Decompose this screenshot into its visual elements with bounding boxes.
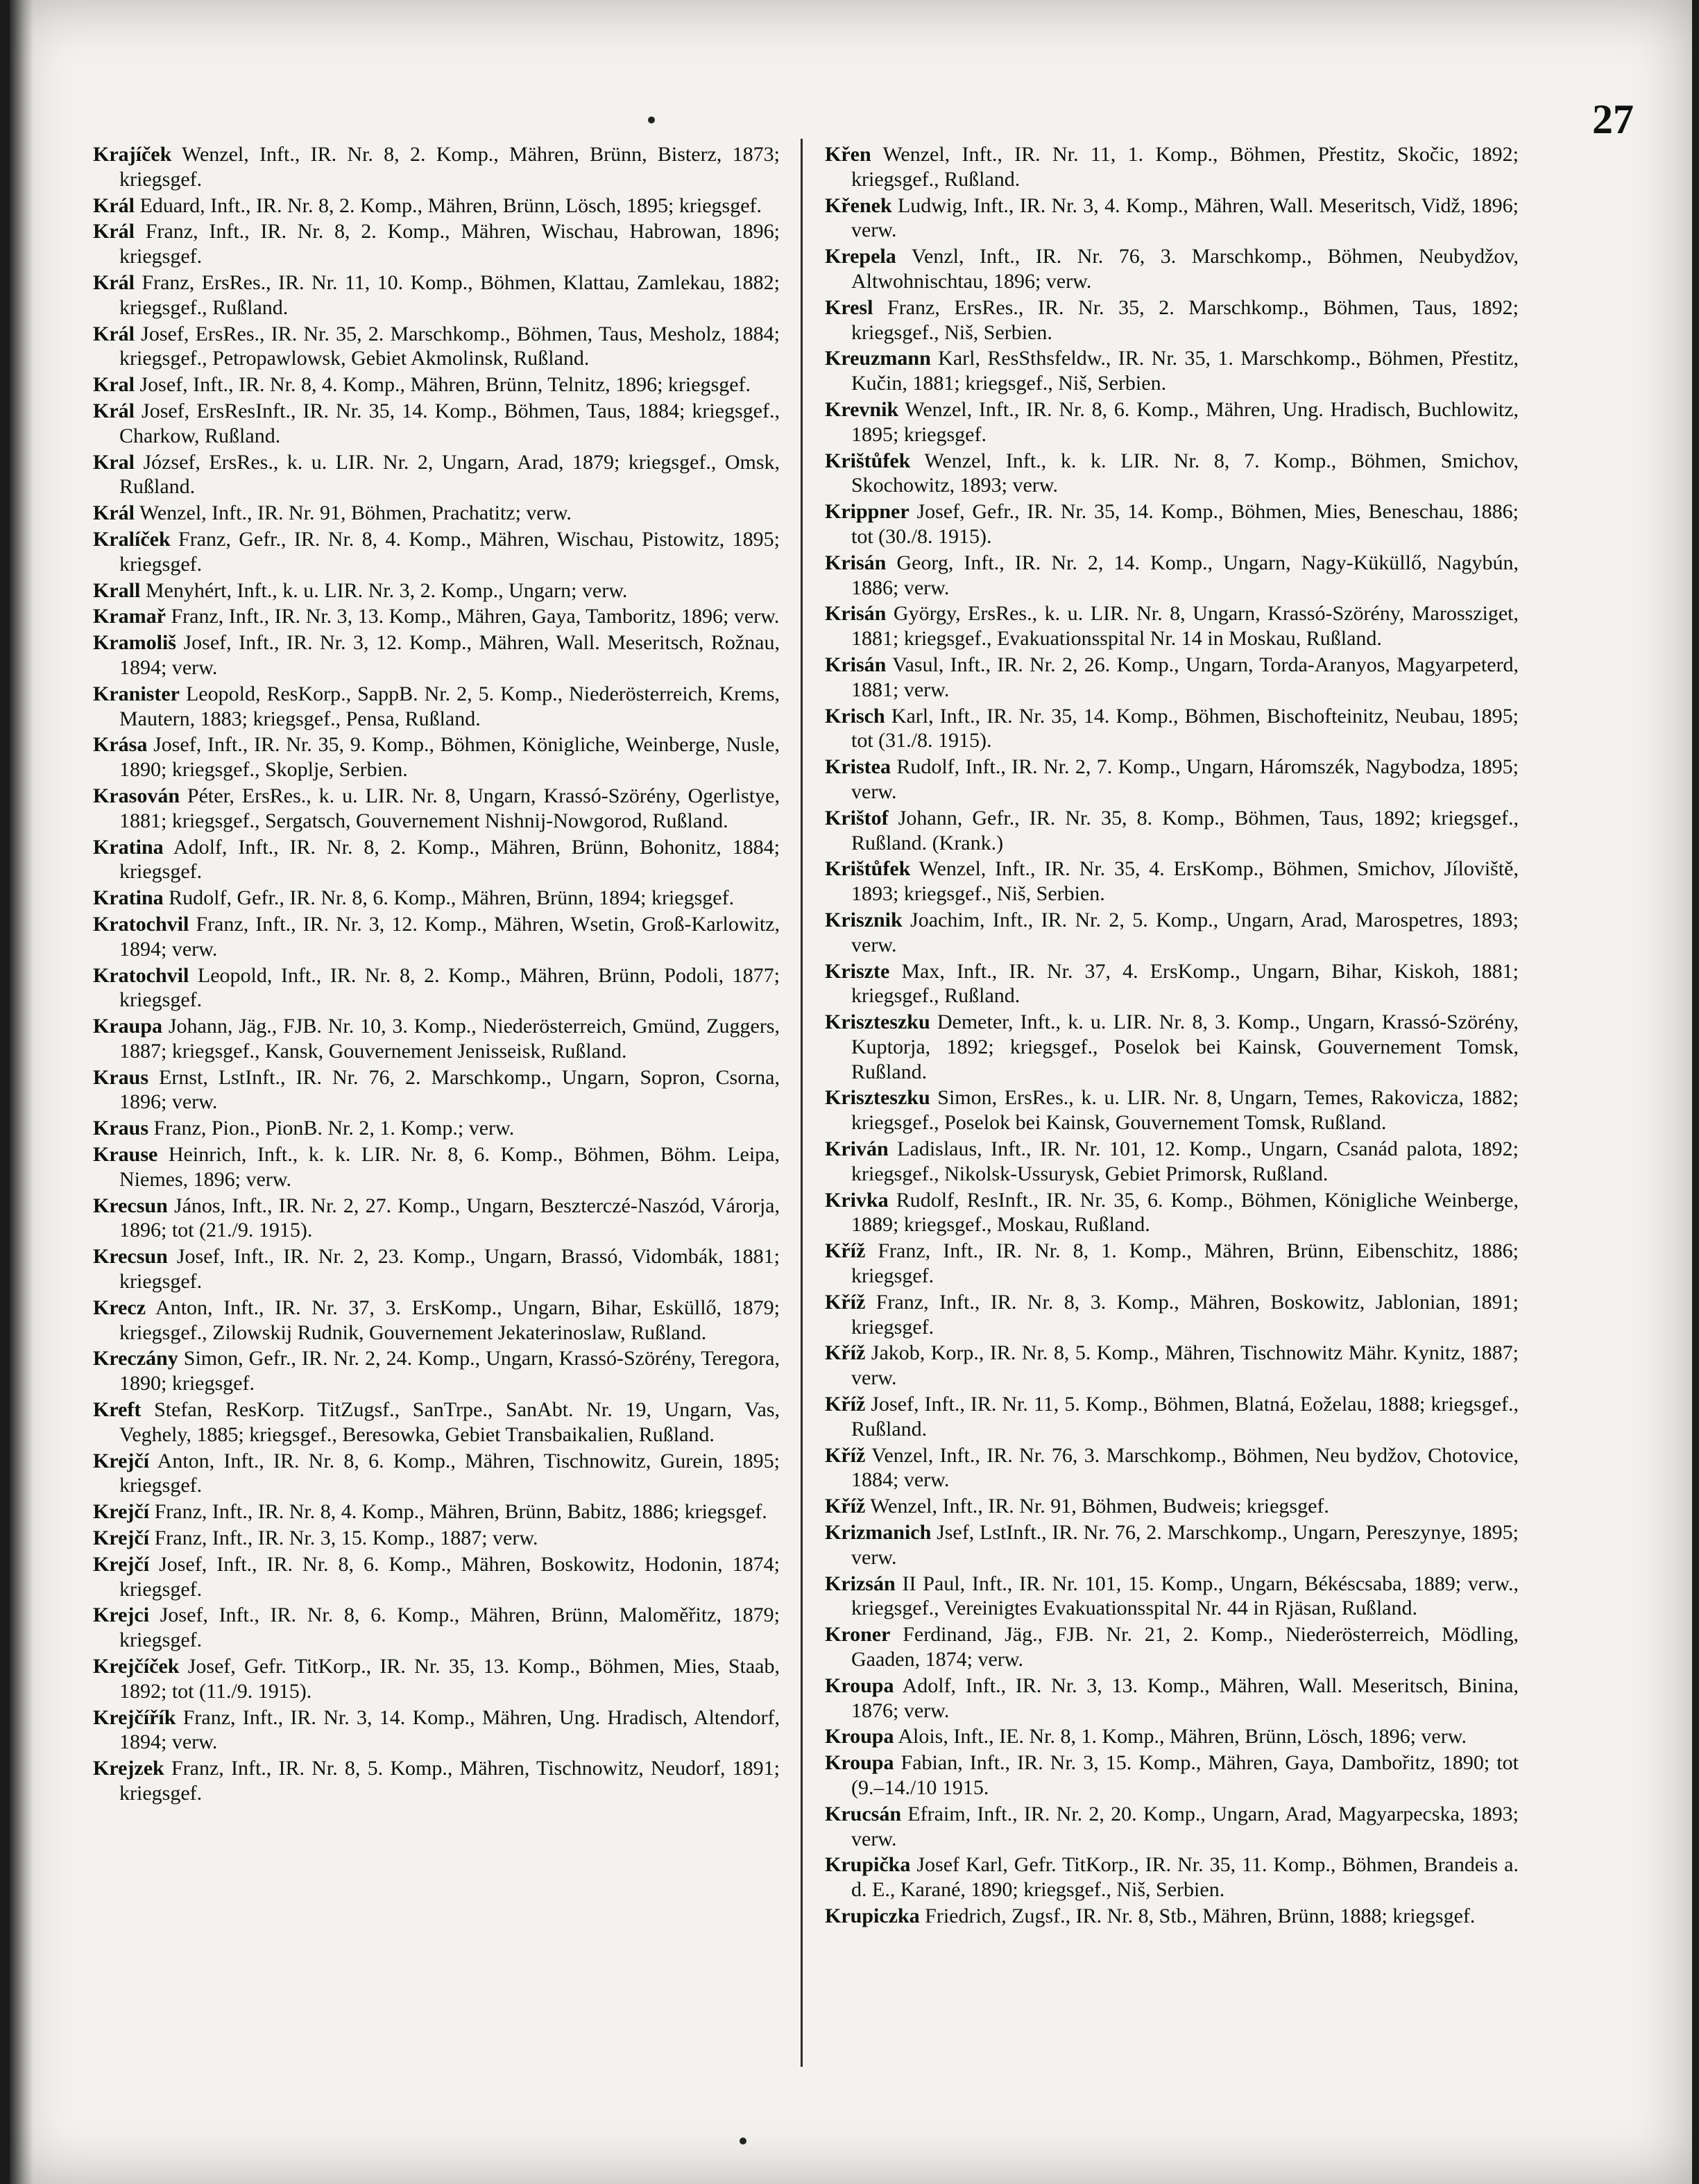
entry-details: Franz, Inft., IR. Nr. 8, 4. Komp., Mähren, Brünn, Babitz, 1886; kriegsgef.: [149, 1500, 767, 1524]
register-entry: [93, 399, 780, 449]
entry-details: Franz, Inft., IR. Nr. 8, 2. Komp., Mähren, Wischau, Habrowan, 1896; kriegsgef.: [119, 220, 780, 268]
entry-surname: Kříž: [825, 1443, 866, 1467]
register-entry: [825, 601, 1519, 651]
entry-surname: Kriszte: [825, 959, 890, 983]
entry-surname: Kriszteszku: [825, 1086, 930, 1110]
register-entry: [825, 857, 1519, 906]
register-entry: [93, 1065, 780, 1115]
entry-details: Josef, Gefr. TitKorp., IR. Nr. 35, 13. Komp., Böhmen, Mies, Staab, 1892; tot (11./9. 1915).: [119, 1655, 780, 1703]
register-entry: [825, 1520, 1519, 1570]
entry-details: Josef Karl, Gefr. TitKorp., IR. Nr. 35, 11. Komp., Böhmen, Brandeis a. d. E., Karané, 1890; kriegsgef., Niš, Serbien.: [851, 1853, 1519, 1902]
entry-details: Rudolf, Gefr., IR. Nr. 8, 6. Komp., Mähren, Brünn, 1894; kriegsgef.: [163, 886, 735, 910]
register-entry: [825, 959, 1519, 1009]
entry-surname: Krisán: [825, 602, 887, 626]
entry-surname: Krisznik: [825, 908, 903, 931]
entry-details: Franz, Inft., IR. Nr. 3, 14. Komp., Mähren, Ung. Hradisch, Altendorf, 1894; verw.: [119, 1705, 780, 1754]
right-column: [825, 142, 1519, 1930]
entry-surname: Krecsun: [93, 1194, 168, 1217]
entry-details: János, Inft., IR. Nr. 2, 27. Komp., Ungarn, Beszterczé-Naszód, Várorja, 1896; tot (21./9. 1915).: [119, 1194, 780, 1242]
register-entry: [825, 1137, 1519, 1187]
register-entry: [93, 1654, 780, 1704]
register-entry: [825, 449, 1519, 499]
register-entry: [825, 1904, 1519, 1929]
entry-details: Friedrich, Zugsf., IR. Nr. 8, Stb., Mähren, Brünn, 1888; kriegsgef.: [919, 1904, 1476, 1927]
register-entry: [93, 886, 780, 911]
register-entry: [93, 1449, 780, 1499]
register-entry: [93, 1499, 780, 1524]
entry-details: Josef, Inft., IR. Nr. 8, 4. Komp., Mähren, Brünn, Telnitz, 1896; kriegsgef.: [135, 373, 751, 397]
entry-surname: Kralíček: [93, 527, 171, 551]
register-entry: [93, 527, 780, 577]
register-entry: [825, 1239, 1519, 1289]
entry-details: Wenzel, Inft., IR. Nr. 91, Böhmen, Budweis; kriegsgef.: [865, 1495, 1329, 1518]
register-entry: [93, 1526, 780, 1551]
entry-details: Franz, Inft., IR. Nr. 3, 13. Komp., Mähren, Gaya, Tamboritz, 1896; verw.: [165, 605, 780, 628]
entry-surname: Kroupa: [825, 1725, 894, 1748]
entry-details: Ernst, LstInft., IR. Nr. 76, 2. Marschkomp., Ungarn, Sopron, Csorna, 1896; verw.: [119, 1065, 780, 1114]
register-entry: [93, 450, 780, 500]
entry-details: Wenzel, Inft., IR. Nr. 11, 1. Komp., Böhmen, Přestitz, Skočic, 1892; kriegsgef., Rußland.: [851, 143, 1519, 191]
register-entry: [825, 499, 1519, 549]
entry-details: Ladislaus, Inft., IR. Nr. 101, 12. Komp., Ungarn, Csanád palota, 1892; kriegsgef., Nikolsk-Ussurysk, Gebiet Primorsk, Rußland.: [851, 1137, 1519, 1185]
register-entry: [93, 1398, 780, 1447]
page-number: 27: [1592, 96, 1634, 142]
entry-details: Jakob, Korp., IR. Nr. 8, 5. Komp., Mähren, Tischnowitz Mähr. Kynitz, 1887; verw.: [851, 1341, 1519, 1390]
entry-surname: Kresl: [825, 295, 873, 319]
entry-details: Josef, ErsResInft., IR. Nr. 35, 14. Komp., Böhmen, Taus, 1884; kriegsgef., Charkow, Rußland.: [119, 399, 780, 447]
register-entry: [93, 1756, 780, 1806]
register-entry: [93, 219, 780, 269]
register-entry: [825, 194, 1519, 243]
register-entry: [93, 501, 780, 526]
entry-surname: Krisán: [825, 653, 887, 676]
entry-surname: Krištůfek: [825, 857, 911, 881]
register-entry: [825, 1674, 1519, 1723]
entry-surname: Krizmanich: [825, 1521, 932, 1545]
entry-details: Franz, ErsRes., IR. Nr. 11, 10. Komp., Böhmen, Klattau, Zamlekau, 1882; kriegsgef., Rußland.: [119, 270, 780, 319]
entry-details: Karl, Inft., IR. Nr. 35, 14. Komp., Böhmen, Bischofteinitz, Neubau, 1895; tot (31./8. 1915).: [851, 704, 1519, 753]
register-entry: [93, 1116, 780, 1141]
entry-surname: Král: [93, 322, 135, 345]
entry-surname: Kramoliš: [93, 631, 176, 655]
entry-surname: Krejčí: [93, 1449, 150, 1472]
entry-surname: Krejčí: [93, 1527, 150, 1550]
register-entry: [93, 372, 780, 397]
register-entry: [93, 322, 780, 372]
entry-surname: Krása: [93, 733, 148, 757]
entry-surname: Kratochvil: [93, 963, 189, 987]
register-entry: [825, 1852, 1519, 1902]
entry-surname: Kriván: [825, 1137, 889, 1161]
entry-surname: Kriszteszku: [825, 1011, 930, 1034]
left-column: [93, 142, 780, 1807]
register-entry: [825, 1341, 1519, 1391]
entry-details: Anton, Inft., IR. Nr. 37, 3. ErsKomp., Ungarn, Bihar, Esküllő, 1879; kriegsgef., Zilowskij Rudnik, Gouvernement Jekaterinoslaw, Rußland.: [119, 1296, 780, 1344]
entry-surname: Krištof: [825, 806, 889, 829]
entry-details: Ludwig, Inft., IR. Nr. 3, 4. Komp., Mähren, Wall. Meseritsch, Vidž, 1896; verw.: [851, 194, 1519, 242]
register-entry: [93, 630, 780, 680]
entry-surname: Krecsun: [93, 1245, 168, 1269]
entry-surname: Krupička: [825, 1853, 911, 1877]
entry-details: Josef, Inft., IR. Nr. 8, 6. Komp., Mähren, Boskowitz, Hodonin, 1874; kriegsgef.: [119, 1552, 780, 1601]
register-entry: [825, 704, 1519, 754]
entry-details: József, ErsRes., k. u. LIR. Nr. 2, Ungarn, Arad, 1879; kriegsgef., Omsk, Rußland.: [119, 450, 780, 499]
register-entry: [93, 732, 780, 782]
entry-surname: Křenek: [825, 194, 892, 217]
entry-surname: Krajíček: [93, 143, 172, 166]
entry-details: Franz, Inft., IR. Nr. 3, 12. Komp., Mähren, Wsetin, Groß-Karlowitz, 1894; verw.: [119, 912, 780, 961]
entry-details: Demeter, Inft., k. u. LIR. Nr. 8, 3. Komp., Ungarn, Krassó-Szörény, Kuptorja, 1892; kriegsgef., Poselok bei Kainsk, Gouvernement Tomsk, Rußland.: [851, 1011, 1519, 1083]
entry-details: Heinrich, Inft., k. k. LIR. Nr. 8, 6. Komp., Böhmen, Böhm. Leipa, Niemes, 1896; verw.: [119, 1143, 780, 1191]
entry-surname: Kříž: [825, 1341, 866, 1365]
entry-surname: Krepela: [825, 245, 896, 268]
entry-surname: Křen: [825, 143, 871, 166]
entry-details: Wenzel, Inft., IR. Nr. 91, Böhmen, Prachatitz; verw.: [135, 501, 572, 525]
entry-details: Max, Inft., IR. Nr. 37, 4. ErsKomp., Ungarn, Bihar, Kiskoh, 1881; kriegsgef., Rußland.: [851, 959, 1519, 1008]
register-entry: [825, 1085, 1519, 1135]
entry-details: Leopold, ResKorp., SappB. Nr. 2, 5. Komp., Niederösterreich, Krems, Mautern, 1883; kriegsgef., Pensa, Rußland.: [119, 682, 780, 730]
entry-surname: Kreuzmann: [825, 347, 931, 370]
entry-surname: Krupiczka: [825, 1904, 920, 1927]
entry-surname: Krištůfek: [825, 449, 911, 472]
register-entry: [825, 244, 1519, 294]
entry-surname: Krizsán: [825, 1572, 896, 1595]
register-entry: [93, 835, 780, 885]
register-entry: [825, 908, 1519, 958]
entry-surname: Krucsán: [825, 1802, 902, 1825]
entry-surname: Kranister: [93, 682, 180, 705]
register-entry: [825, 1572, 1519, 1622]
entry-surname: Kreft: [93, 1398, 142, 1422]
register-entry: [93, 963, 780, 1013]
entry-surname: Kříž: [825, 1393, 866, 1416]
entry-surname: Krejčí: [93, 1500, 150, 1524]
entry-details: Franz, Inft., IR. Nr. 8, 1. Komp., Mähren, Brünn, Eibenschitz, 1886; kriegsgef.: [851, 1239, 1519, 1288]
register-entry: [93, 578, 780, 603]
book-spine-shadow: [10, 0, 33, 2184]
entry-surname: Krall: [93, 578, 141, 602]
entry-details: Wenzel, Inft., IR. Nr. 8, 2. Komp., Mähren, Brünn, Bisterz, 1873; kriegsgef.: [119, 143, 780, 191]
entry-details: Stefan, ResKorp. TitZugsf., SanTrpe., SanAbt. Nr. 19, Ungarn, Vas, Veghely, 1885; kriegsgef., Beresowka, Gebiet Transbaikalien, Rußland.: [119, 1398, 780, 1446]
entry-surname: Kraupa: [93, 1015, 163, 1038]
entry-details: Venzl, Inft., IR. Nr. 76, 3. Marschkomp., Böhmen, Neubydžov, Altwohnischtau, 1896; verw.: [851, 245, 1519, 293]
entry-surname: Kroupa: [825, 1674, 894, 1697]
entry-surname: Kreczány: [93, 1347, 178, 1370]
register-entry: [825, 1188, 1519, 1238]
entry-details: Alois, Inft., IE. Nr. 8, 1. Komp., Mähren, Brünn, Lösch, 1896; verw.: [894, 1725, 1467, 1748]
entry-surname: Kramař: [93, 605, 166, 628]
entry-details: Franz, Inft., IR. Nr. 3, 15. Komp., 1887; verw.: [149, 1527, 538, 1550]
entry-details: Ferdinand, Jäg., FJB. Nr. 21, 2. Komp., Niederösterreich, Mödling, Gaaden, 1874; verw.: [851, 1623, 1519, 1671]
entry-surname: Krejčí: [93, 1552, 150, 1576]
register-entry: [93, 1603, 780, 1653]
entry-surname: Král: [93, 501, 135, 525]
register-entry: [93, 604, 780, 629]
register-entry: [825, 653, 1519, 703]
entry-details: II Paul, Inft., IR. Nr. 101, 15. Komp., Ungarn, Békéscsaba, 1889; verw., kriegsgef., Vereinigtes Evakuationsspital Nr. 44 in Rjäsan, Rußland.: [851, 1572, 1519, 1620]
entry-details: Eduard, Inft., IR. Nr. 8, 2. Komp., Mähren, Brünn, Lösch, 1895; kriegsgef.: [135, 194, 762, 217]
register-entry: [825, 1724, 1519, 1749]
register-entry: [825, 1010, 1519, 1084]
entry-details: Josef, Inft., IR. Nr. 8, 6. Komp., Mähren, Brünn, Maloměřitz, 1879; kriegsgef.: [119, 1603, 780, 1652]
entry-details: Franz, Inft., IR. Nr. 8, 5. Komp., Mähren, Tischnowitz, Neudorf, 1891; kriegsgef.: [119, 1757, 780, 1805]
entry-surname: Kratochvil: [93, 912, 189, 936]
entry-details: Menyhért, Inft., k. u. LIR. Nr. 3, 2. Komp., Ungarn; verw.: [140, 578, 628, 602]
entry-surname: Krisán: [825, 551, 887, 574]
entry-surname: Krevnik: [825, 397, 899, 421]
entry-details: György, ErsRes., k. u. LIR. Nr. 8, Ungarn, Krassó-Szörény, Marossziget, 1881; kriegsgef., Evakuationsspital Nr. 14 in Moskau, Rußland.: [851, 602, 1519, 651]
register-entry: [93, 1194, 780, 1244]
entry-surname: Král: [93, 220, 135, 243]
entry-surname: Kraus: [93, 1117, 149, 1140]
book-page: [10, 0, 1692, 2184]
entry-details: Franz, Pion., PionB. Nr. 2, 1. Komp.; verw.: [148, 1117, 515, 1140]
register-entry: [825, 1622, 1519, 1672]
entry-details: Anton, Inft., IR. Nr. 8, 6. Komp., Mähren, Tischnowitz, Gurein, 1895; kriegsgef.: [119, 1449, 780, 1497]
register-entry: [93, 1296, 780, 1345]
entry-details: Franz, ErsRes., IR. Nr. 35, 2. Marschkomp., Böhmen, Taus, 1892; kriegsgef., Niš, Serbien.: [851, 295, 1519, 344]
entry-surname: Kříž: [825, 1290, 866, 1314]
register-entry: [825, 346, 1519, 396]
entry-surname: Král: [93, 270, 135, 294]
register-entry: [825, 1392, 1519, 1442]
register-entry: [93, 1244, 780, 1294]
entry-surname: Kral: [93, 373, 135, 397]
entry-surname: Krejčířík: [93, 1705, 176, 1729]
entry-details: Wenzel, Inft., IR. Nr. 8, 6. Komp., Mähren, Ung. Hradisch, Buchlowitz, 1895; kriegsgef.: [851, 397, 1519, 446]
entry-surname: Krejci: [93, 1603, 150, 1627]
entry-details: Jsef, LstInft., IR. Nr. 76, 2. Marschkomp., Ungarn, Pereszynye, 1895; verw.: [851, 1521, 1519, 1569]
register-entry: [93, 784, 780, 834]
entry-surname: Krivka: [825, 1188, 889, 1212]
register-entry: [93, 1705, 780, 1755]
entry-surname: Krippner: [825, 500, 910, 524]
entry-details: Wenzel, Inft., IR. Nr. 35, 4. ErsKomp., Böhmen, Smichov, Jíloviště, 1893; kriegsgef., Niš, Serbien.: [851, 857, 1519, 906]
register-entry: [825, 1443, 1519, 1493]
entry-surname: Kraus: [93, 1065, 149, 1089]
register-entry: [93, 1014, 780, 1064]
entry-details: Rudolf, ResInft., IR. Nr. 35, 6. Komp., Böhmen, Königliche Weinberge, 1889; kriegsgef., Moskau, Rußland.: [851, 1188, 1519, 1237]
entry-surname: Krejzek: [93, 1757, 164, 1780]
entry-details: Josef, Inft., IR. Nr. 11, 5. Komp., Böhmen, Blatná, Eoželau, 1888; kriegsgef., Rußland.: [851, 1393, 1519, 1441]
register-entry: [825, 551, 1519, 601]
entry-details: Georg, Inft., IR. Nr. 2, 14. Komp., Ungarn, Nagy-Küküllő, Nagybún, 1886; verw.: [851, 551, 1519, 599]
entry-details: Josef, Gefr., IR. Nr. 35, 14. Komp., Böhmen, Mies, Beneschau, 1886; tot (30./8. 1915).: [851, 500, 1519, 548]
entry-details: Efraim, Inft., IR. Nr. 2, 20. Komp., Ungarn, Arad, Magyarpecska, 1893; verw.: [851, 1802, 1519, 1850]
register-entry: [825, 755, 1519, 805]
entry-surname: Krause: [93, 1143, 158, 1167]
entry-details: Johann, Jäg., FJB. Nr. 10, 3. Komp., Niederösterreich, Gmünd, Zuggers, 1887; kriegsgef., Kansk, Gouvernement Jenisseisk, Rußland.: [119, 1015, 780, 1063]
entry-surname: Král: [93, 194, 135, 217]
entry-surname: Kroner: [825, 1623, 891, 1646]
register-entry: [93, 194, 780, 218]
entry-surname: Krisch: [825, 704, 885, 728]
entry-surname: Kratina: [93, 886, 164, 910]
entry-details: Wenzel, Inft., k. k. LIR. Nr. 8, 7. Komp., Böhmen, Smichov, Skochowitz, 1893; verw.: [851, 449, 1519, 497]
entry-details: Simon, ErsRes., k. u. LIR. Nr. 8, Ungarn, Temes, Rakovicza, 1882; kriegsgef., Poselok bei Kainsk, Gouvernement Tomsk, Rußland.: [851, 1086, 1519, 1135]
entry-details: Péter, ErsRes., k. u. LIR. Nr. 8, Ungarn, Krassó-Szörény, Ogerlistye, 1881; kriegsgef., Sergatsch, Gouvernement Nishnij-Nowgorod, Rußland.: [119, 784, 780, 832]
entry-details: Venzel, Inft., IR. Nr. 76, 3. Marschkomp., Böhmen, Neu bydžov, Chotovice, 1884; verw.: [851, 1443, 1519, 1492]
register-entry: [825, 142, 1519, 192]
entry-details: Leopold, Inft., IR. Nr. 8, 2. Komp., Mähren, Brünn, Podoli, 1877; kriegsgef.: [119, 963, 780, 1012]
entry-details: Adolf, Inft., IR. Nr. 3, 13. Komp., Mähren, Wall. Meseritsch, Binina, 1876; verw.: [851, 1674, 1519, 1722]
entry-details: Fabian, Inft., IR. Nr. 3, 15. Komp., Mähren, Gaya, Dambořitz, 1890; tot (9.–14./10 1915.: [851, 1751, 1519, 1799]
entry-surname: Kříž: [825, 1495, 866, 1518]
register-entry: [825, 295, 1519, 345]
entry-details: Vasul, Inft., IR. Nr. 2, 26. Komp., Ungarn, Torda-Aranyos, Magyarpeterd, 1881; verw.: [851, 653, 1519, 701]
entry-surname: Krejčíček: [93, 1655, 180, 1678]
register-entry: [825, 1494, 1519, 1519]
entry-details: Rudolf, Inft., IR. Nr. 2, 7. Komp., Ungarn, Háromszék, Nagybodza, 1895; verw.: [851, 755, 1519, 803]
entry-surname: Krasován: [93, 784, 180, 807]
register-entry: [825, 1751, 1519, 1800]
entry-details: Adolf, Inft., IR. Nr. 8, 2. Komp., Mähren, Brünn, Bohonitz, 1884; kriegsgef.: [119, 835, 780, 884]
entry-surname: Kroupa: [825, 1751, 894, 1775]
entry-details: Joachim, Inft., IR. Nr. 2, 5. Komp., Ungarn, Arad, Marospetres, 1893; verw.: [851, 908, 1519, 956]
register-entry: [93, 142, 780, 192]
register-entry: [825, 806, 1519, 856]
register-entry: [93, 912, 780, 962]
print-speck: [648, 117, 655, 123]
entry-details: Josef, Inft., IR. Nr. 3, 12. Komp., Mähren, Wall. Meseritsch, Rožnau, 1894; verw.: [119, 631, 780, 679]
entry-details: Franz, Gefr., IR. Nr. 8, 4. Komp., Mähren, Wischau, Pistowitz, 1895; kriegsgef.: [119, 527, 780, 576]
register-entry: [825, 397, 1519, 447]
entry-surname: Kristea: [825, 755, 891, 779]
register-entry: [93, 1552, 780, 1602]
entry-details: Simon, Gefr., IR. Nr. 2, 24. Komp., Ungarn, Krassó-Szörény, Teregora, 1890; kriegsgef.: [119, 1347, 780, 1395]
entry-details: Karl, ResSthsfeldw., IR. Nr. 35, 1. Marschkomp., Böhmen, Přestitz, Kučin, 1881; kriegsgef., Niš, Serbien.: [851, 347, 1519, 395]
entry-surname: Král: [93, 399, 135, 422]
entry-details: Josef, Inft., IR. Nr. 2, 23. Komp., Ungarn, Brassó, Vidombák, 1881; kriegsgef.: [119, 1245, 780, 1293]
register-entry: [825, 1290, 1519, 1340]
entry-details: Johann, Gefr., IR. Nr. 35, 8. Komp., Böhmen, Taus, 1892; kriegsgef., Rußland. (Krank.): [851, 806, 1519, 854]
entry-details: Josef, Inft., IR. Nr. 35, 9. Komp., Böhmen, Königliche, Weinberge, Nusle, 1890; kriegsgef., Skoplje, Serbien.: [119, 733, 780, 782]
register-entry: [93, 270, 780, 320]
register-entry: [93, 1142, 780, 1192]
entry-surname: Kříž: [825, 1239, 866, 1263]
entry-surname: Kratina: [93, 835, 164, 859]
print-speck: [740, 2138, 746, 2144]
entry-surname: Krecz: [93, 1296, 146, 1319]
register-entry: [93, 682, 780, 732]
register-entry: [93, 1346, 780, 1396]
entry-details: Franz, Inft., IR. Nr. 8, 3. Komp., Mähren, Boskowitz, Jablonian, 1891; kriegsgef.: [851, 1290, 1519, 1339]
column-divider: [801, 139, 803, 2067]
entry-surname: Kral: [93, 450, 135, 474]
entry-details: Josef, ErsRes., IR. Nr. 35, 2. Marschkomp., Böhmen, Taus, Mesholz, 1884; kriegsgef., Petropawlowsk, Gebiet Akmolinsk, Rußland.: [119, 322, 780, 370]
register-entry: [825, 1802, 1519, 1852]
